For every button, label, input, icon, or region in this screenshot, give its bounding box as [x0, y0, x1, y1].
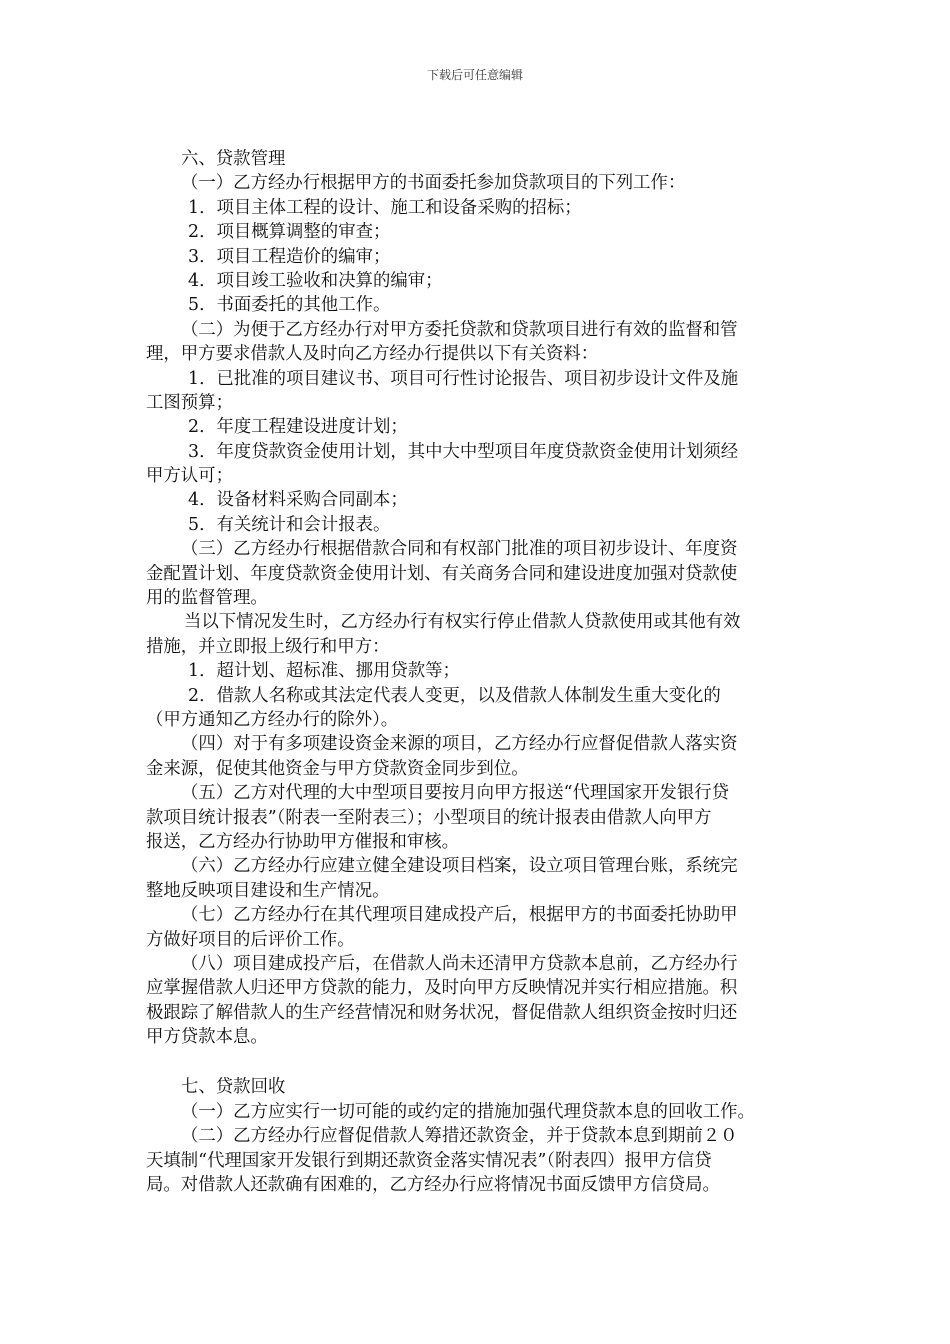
text-line: 整地反映项目建设和生产情况。 [146, 880, 390, 901]
text-line: 3．年度贷款资金使用计划，其中大中型项目年度贷款资金使用计划须经 [188, 441, 739, 462]
text-line: 措施，并立即报上级行和甲方： [146, 636, 390, 657]
text-line: 应掌握借款人归还甲方贷款的能力，及时向甲方反映情况并实行相应措施。积 [146, 978, 738, 999]
text-line: 5．有关统计和会计报表。 [188, 514, 391, 535]
text-line: 报送，乙方经办行协助甲方催报和审核。 [146, 831, 460, 852]
text-line: 七、贷款回收 [181, 1077, 286, 1098]
text-line: （一）乙方应实行一切可能的或约定的措施加强代理贷款本息的回收工作。 [181, 1101, 755, 1122]
text-line: 1．已批准的项目建议书、项目可行性讨论报告、项目初步设计文件及施 [188, 368, 739, 389]
text-line: 甲方贷款本息。 [146, 1027, 268, 1048]
text-line: 2．项目概算调整的审查； [188, 222, 391, 243]
page-header: 下载后可任意编辑 [426, 68, 523, 82]
text-line: 款项目统计报表”（附表一至附表三）；小型项目的统计报表由借款人向甲方 [146, 807, 712, 828]
text-line: （四）对于有多项建设资金来源的项目，乙方经办行应督促借款人落实资 [181, 734, 738, 755]
text-line: （八）项目建成投产后，在借款人尚未还清甲方贷款本息前，乙方经办行 [181, 953, 738, 974]
text-line: 5．书面委托的其他工作。 [188, 295, 391, 316]
text-line: （二）为便于乙方经办行对甲方委托贷款和贷款项目进行有效的监督和管 [181, 319, 738, 340]
text-line: 金来源，促使其他资金与甲方贷款资金同步到位。 [146, 758, 529, 779]
text-line: 天填制“代理国家开发银行到期还款资金落实情况表”（附表四）报甲方信贷 [146, 1150, 712, 1171]
text-line: 用的监督管理。 [146, 588, 268, 609]
text-line: （甲方通知乙方经办行的除外）。 [146, 709, 399, 730]
text-line: （五）乙方对代理的大中型项目要按月向甲方报送“代理国家开发银行贷 [181, 783, 730, 804]
text-line: （一）乙方经办行根据甲方的书面委托参加贷款项目的下列工作： [181, 173, 686, 194]
text-line: 4．设备材料采购合同副本； [188, 490, 408, 511]
text-line: （三）乙方经办行根据借款合同和有权部门批准的项目初步设计、年度资 [181, 539, 738, 560]
text-line: （二）乙方经办行应督促借款人筹措还款资金，并于贷款本息到期前２０ [181, 1126, 738, 1147]
text-line: 理，甲方要求借款人及时向乙方经办行提供以下有关资料： [146, 344, 599, 365]
paragraph-gap [146, 1049, 806, 1075]
text-line: 4．项目竣工验收和决算的编审； [188, 270, 443, 291]
text-line: 甲方认可； [146, 466, 233, 487]
text-line: 局。对借款人还款确有困难的，乙方经办行应将情况书面反馈甲方信贷局。 [146, 1175, 720, 1196]
text-line: 3．项目工程造价的编审； [188, 246, 391, 267]
text-line: （七）乙方经办行在其代理项目建成投产后，根据甲方的书面委托协助甲 [181, 905, 738, 926]
text-line: 1．项目主体工程的设计、施工和设备采购的招标； [188, 197, 582, 218]
document-body [146, 147, 806, 1197]
text-line: 1．超计划、超标准、挪用贷款等； [188, 661, 460, 682]
text-line: 方做好项目的后评价工作。 [146, 929, 355, 950]
text-line: 六、贷款管理 [181, 149, 286, 169]
text-line: 2．借款人名称或其法定代表人变更，以及借款人体制发生重大变化的 [188, 685, 721, 706]
text-line: 金配置计划、年度贷款资金使用计划、有关商务合同和建设进度加强对贷款使 [146, 563, 738, 584]
text-line: 极跟踪了解借款人的生产经营情况和财务状况，督促借款人组织资金按时归还 [146, 1002, 738, 1023]
text-line: （六）乙方经办行应建立健全建设项目档案，设立项目管理台账，系统完 [181, 856, 738, 877]
text-line: 2．年度工程建设进度计划； [188, 417, 408, 438]
text-line: 工图预算； [146, 392, 233, 413]
text-line: 当以下情况发生时，乙方经办行有权实行停止借款人贷款使用或其他有效 [184, 612, 741, 633]
